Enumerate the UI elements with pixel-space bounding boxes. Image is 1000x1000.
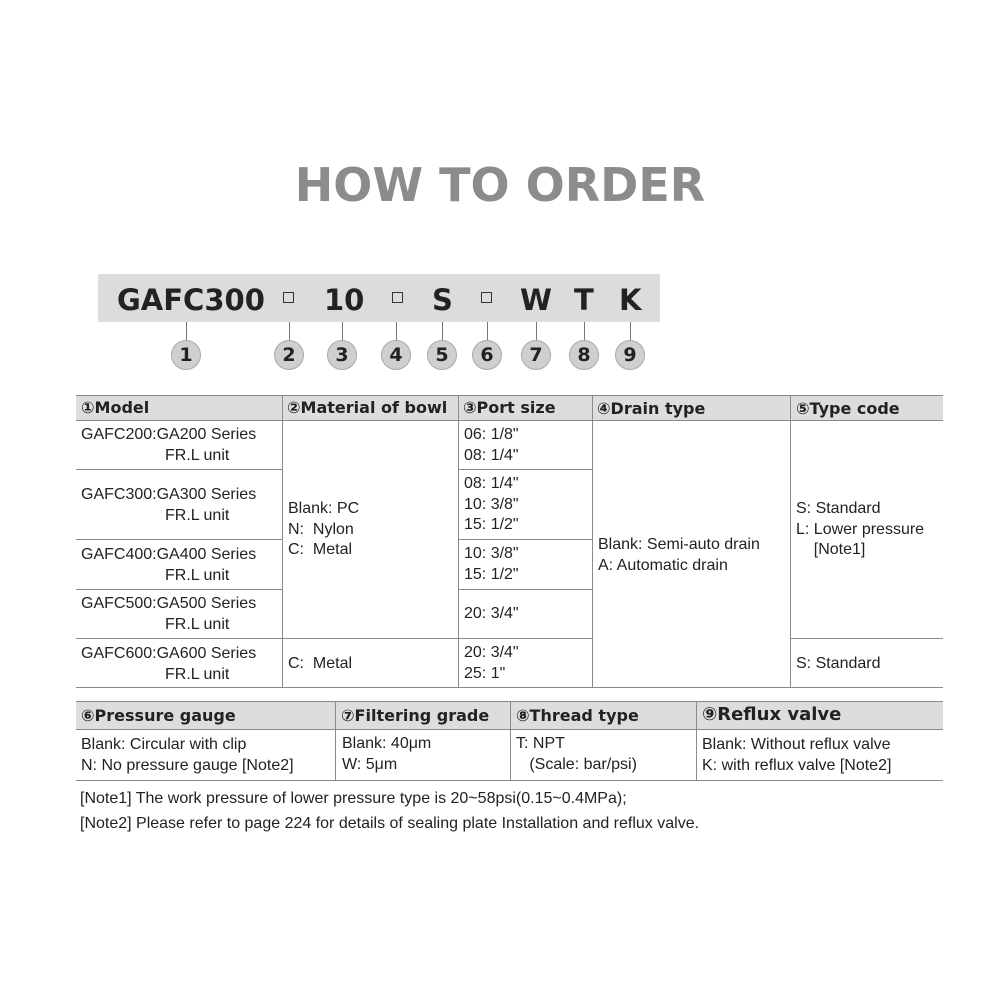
port-cell: 20: 3/4" bbox=[464, 605, 519, 622]
tick bbox=[342, 322, 343, 340]
header-type-code: ⑤Type code bbox=[796, 399, 900, 418]
reflux-valve-cell: Blank: Without reflux valve K: with reflux valve [Note2] bbox=[702, 736, 892, 774]
header-reflux-valve: ⑨Reflux valve bbox=[702, 704, 842, 725]
tick bbox=[289, 322, 290, 340]
port-cell: 06: 1/8" 08: 1/4" bbox=[464, 426, 519, 464]
page-title: HOW TO ORDER bbox=[294, 158, 706, 212]
code-reflux: K bbox=[619, 283, 642, 317]
table-border bbox=[790, 396, 791, 687]
position-marker-8: 8 bbox=[569, 340, 599, 370]
position-marker-1: 1 bbox=[171, 340, 201, 370]
position-marker-5: 5 bbox=[427, 340, 457, 370]
table-border bbox=[458, 469, 592, 470]
type-code-cell: S: Standard L: Lower pressure [Note1] bbox=[796, 500, 925, 558]
model-cell: GAFC200:GA200 Series FR.L unit bbox=[81, 426, 257, 464]
port-cell: 08: 1/4" 10: 3/8" 15: 1/2" bbox=[464, 475, 519, 533]
table-border bbox=[458, 396, 459, 687]
table-border bbox=[76, 687, 943, 688]
note-1: [Note1] The work pressure of lower pressure type is 20~58psi(0.15~0.4MPa); bbox=[80, 790, 627, 807]
position-marker-7: 7 bbox=[521, 340, 551, 370]
code-type: S bbox=[432, 283, 453, 317]
table-border bbox=[76, 420, 943, 421]
table-border bbox=[790, 638, 943, 639]
port-cell: 10: 3/8" 15: 1/2" bbox=[464, 545, 519, 583]
table-border bbox=[458, 539, 592, 540]
tick bbox=[186, 322, 187, 340]
table-border bbox=[76, 539, 282, 540]
header-filtering-grade: ⑦Filtering grade bbox=[341, 706, 490, 725]
table-border bbox=[592, 396, 593, 687]
tick bbox=[396, 322, 397, 340]
code-port: 10 bbox=[324, 283, 365, 317]
header-pressure-gauge: ⑥Pressure gauge bbox=[81, 706, 236, 725]
position-marker-9: 9 bbox=[615, 340, 645, 370]
table-border bbox=[335, 702, 336, 780]
tick bbox=[630, 322, 631, 340]
code-filter: W bbox=[520, 283, 552, 317]
model-cell: GAFC300:GA300 Series FR.L unit bbox=[81, 486, 257, 524]
model-cell: GAFC500:GA500 Series FR.L unit bbox=[81, 595, 257, 633]
table-border bbox=[510, 702, 511, 780]
thread-type-cell: T: NPT (Scale: bar/psi) bbox=[516, 735, 637, 773]
table-border bbox=[76, 589, 282, 590]
filtering-grade-cell: Blank: 40μm W: 5μm bbox=[342, 735, 432, 773]
material-cell: C: Metal bbox=[288, 655, 353, 672]
position-marker-3: 3 bbox=[327, 340, 357, 370]
table-border bbox=[76, 469, 282, 470]
table-border bbox=[696, 702, 697, 780]
material-cell: Blank: PC N: Nylon C: Metal bbox=[288, 500, 360, 558]
note-2: [Note2] Please refer to page 224 for details of sealing plate Installation and reflux valve. bbox=[80, 815, 700, 832]
tick bbox=[536, 322, 537, 340]
pressure-gauge-cell: Blank: Circular with clip N: No pressure gauge [Note2] bbox=[81, 736, 294, 774]
position-marker-2: 2 bbox=[274, 340, 304, 370]
code-blank-gauge bbox=[481, 292, 492, 303]
table-border bbox=[76, 638, 592, 639]
header-material: ②Material of bowl bbox=[287, 398, 448, 417]
table-border bbox=[76, 780, 943, 781]
drain-cell: Blank: Semi-auto drain A: Automatic drain bbox=[598, 536, 760, 574]
header-port-size: ③Port size bbox=[463, 398, 556, 417]
tick bbox=[487, 322, 488, 340]
model-cell: GAFC400:GA400 Series FR.L unit bbox=[81, 546, 257, 584]
code-model: GAFC300 bbox=[117, 283, 265, 317]
port-cell: 20: 3/4" 25: 1" bbox=[464, 644, 519, 682]
code-blank-material bbox=[283, 292, 294, 303]
table-border bbox=[458, 589, 592, 590]
code-blank-drain bbox=[392, 292, 403, 303]
tick bbox=[442, 322, 443, 340]
position-marker-4: 4 bbox=[381, 340, 411, 370]
model-cell: GAFC600:GA600 Series FR.L unit bbox=[81, 645, 257, 683]
header-model: ①Model bbox=[81, 398, 150, 417]
header-drain-type: ④Drain type bbox=[597, 399, 706, 418]
header-thread-type: ⑧Thread type bbox=[516, 706, 639, 725]
tick bbox=[584, 322, 585, 340]
table-border bbox=[76, 395, 943, 396]
table-border bbox=[282, 396, 283, 687]
code-thread: T bbox=[574, 283, 594, 317]
position-marker-6: 6 bbox=[472, 340, 502, 370]
type-code-cell: S: Standard bbox=[796, 655, 881, 672]
